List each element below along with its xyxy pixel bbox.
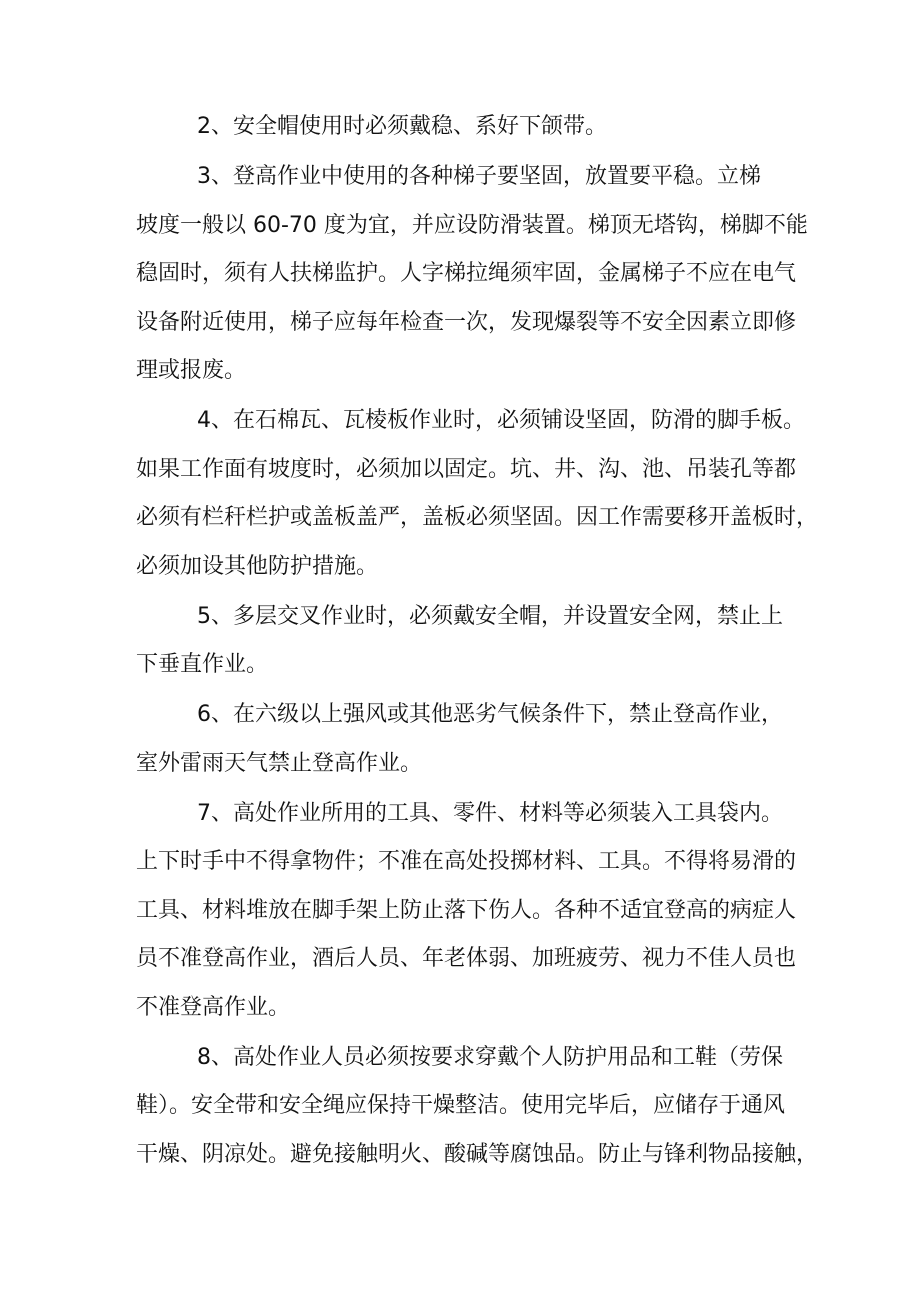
text-line: 员不准登高作业，酒后人员、年老体弱、加班疲劳、视力不佳人员也 (136, 946, 797, 971)
text-line: 如果工作面有坡度时，必须加以固定。坑、井、沟、池、吊装孔等都 (136, 456, 797, 482)
text-line: 6、在六级以上强风或其他恶劣气候条件下，禁止登高作业， (197, 702, 783, 727)
text-line: 稳固时，须有人扶梯监护。人字梯拉绳须牢固，金属梯子不应在电气 (136, 261, 797, 286)
text-line: 下垂直作业。 (136, 652, 269, 677)
text-line: 理或报废。 (136, 358, 247, 383)
text-line: 必须加设其他防护措施。 (136, 553, 379, 579)
paragraph-item-3 (136, 153, 808, 396)
text-line: 室外雷雨天气禁止登高作业。 (136, 750, 423, 776)
text-line: 4、在石棉瓦、瓦棱板作业时，必须铺设坚固，防滑的脚手板。 (197, 408, 805, 433)
text-line: 2、安全帽使用时必须戴稳、系好下颌带。 (197, 114, 607, 139)
text-line: 不准登高作业。 (136, 994, 291, 1020)
text-line: 7、高处作业所用的工具、零件、材料等必须装入工具袋内。 (197, 800, 783, 826)
text-line: 5、多层交叉作业时，必须戴安全帽，并设置安全网，禁止上 (197, 603, 783, 629)
text-line: 干燥、阴凉处。避免接触明火、酸碱等腐蚀品。防止与锋利物品接触， (136, 1141, 819, 1167)
text-line: 上下时手中不得拿物件；不准在高处投掷材料、工具。不得将易滑的 (136, 849, 797, 874)
text-line: 坡度一般以 60-70 度为宜，并应设防滑装置。梯顶无塔钩，梯脚不能 (136, 212, 808, 238)
paragraph-item-6 (136, 691, 796, 788)
text-line: 8、高处作业人员必须按要求穿戴个人防护用品和工鞋（劳保 (197, 1044, 783, 1070)
paragraph-item-2 (136, 103, 796, 152)
document-page (136, 103, 819, 1181)
text-line: 鞋）。安全带和安全绳应保持干燥整洁。使用完毕后，应储存于通风 (136, 1093, 786, 1118)
text-line: 工具、材料堆放在脚手架上防止落下伤人。各种不适宜登高的病症人 (136, 897, 797, 923)
text-line: 必须有栏秆栏护或盖板盖严，盖板必须坚固。因工作需要移开盖板时， (136, 505, 819, 530)
paragraph-item-8 (136, 1034, 819, 1180)
paragraph-item-5 (136, 593, 796, 690)
text-line: 3、登高作业中使用的各种梯子要坚固，放置要平稳。立梯 (197, 164, 761, 189)
text-line: 设备附近使用，梯子应每年检查一次，发现爆裂等不安全因素立即修 (136, 309, 797, 335)
paragraph-item-4 (136, 397, 819, 591)
paragraph-item-7 (136, 790, 796, 1033)
